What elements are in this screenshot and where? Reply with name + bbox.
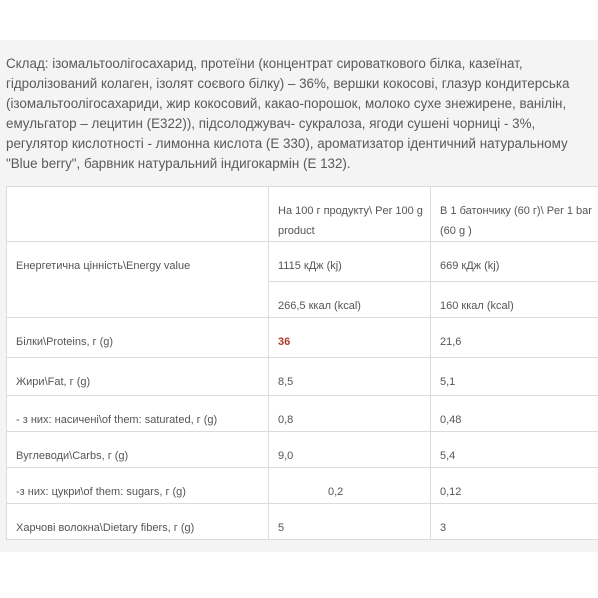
table-row-carbs <box>7 432 598 468</box>
ingredients-text: Склад: ізомальтоолігосахарид, протеїни (концентрат сироваткового білка, казеїнат, гідролізований колаген, ізолят соєвого білку) – 36%, вершки кокосові, глазур кондитерська (ізомальтоолігосахариди, жир кокосовий, какао-порошок, молоко сухе знежирене, ванілін, емульгатор – лецитин (Е322)), підсолоджувач- сукралоза, ягоди сушені чорниці - 3%, регулятор кислотності - лимонна кислота (Е 330), ароматизатор ідентичний натуральному "Blue berry", барвник натуральний індигокармін (Е 132). <box>6 56 570 171</box>
row-per-bar: 0,48 <box>431 396 598 432</box>
energy-kcal-per-100g: 266,5 ккал (kcal) <box>269 282 431 318</box>
row-label: Жири\Fat, г (g) <box>7 358 269 396</box>
row-per-bar: 5,4 <box>431 432 598 468</box>
row-label: Вуглеводи\Carbs, г (g) <box>7 432 269 468</box>
protein-highlight-value: 36 <box>278 336 291 348</box>
header-per-bar: В 1 батончику (60 г)\ Per 1 bar (60 g ) <box>431 187 598 242</box>
row-per-100g: 9,0 <box>269 432 431 468</box>
row-label: Харчові волокна\Dietary fibers, г (g) <box>7 504 269 540</box>
energy-kj-row <box>7 242 598 282</box>
row-label: - з них: насичені\of them: saturated, г (g) <box>7 396 269 432</box>
row-per-bar: 0,12 <box>431 468 598 504</box>
energy-kcal-per-bar: 160 ккал (kcal) <box>431 282 598 318</box>
header-per-100g: На 100 г продукту\ Per 100 g product <box>269 187 431 242</box>
row-per-100g: 0,8 <box>269 396 431 432</box>
row-per-100g: 8,5 <box>269 358 431 396</box>
nutrition-table <box>6 186 598 540</box>
row-per-100g <box>269 318 431 358</box>
energy-kj-per-bar: 669 кДж (kj) <box>431 242 598 282</box>
row-label: -з них: цукри\of them: sugars, г (g) <box>7 468 269 504</box>
table-row-saturated <box>7 396 598 432</box>
table-row-fat <box>7 358 598 396</box>
table-row-proteins <box>7 318 598 358</box>
row-per-100g: 5 <box>269 504 431 540</box>
energy-label: Енергетична цінність\Energy value <box>7 242 269 318</box>
row-per-100g <box>269 468 431 504</box>
row-per-bar: 5,1 <box>431 358 598 396</box>
table-row-fibers <box>7 504 598 540</box>
energy-kj-per-100g: 1115 кДж (kj) <box>269 242 431 282</box>
table-header-row <box>7 187 598 242</box>
row-per-bar: 3 <box>431 504 598 540</box>
row-per-bar: 21,6 <box>431 318 598 358</box>
row-label: Білки\Proteins, г (g) <box>7 318 269 358</box>
sugars-value: 0,2 <box>328 486 344 498</box>
header-cell-empty <box>7 187 269 242</box>
table-row-sugars <box>7 468 598 504</box>
